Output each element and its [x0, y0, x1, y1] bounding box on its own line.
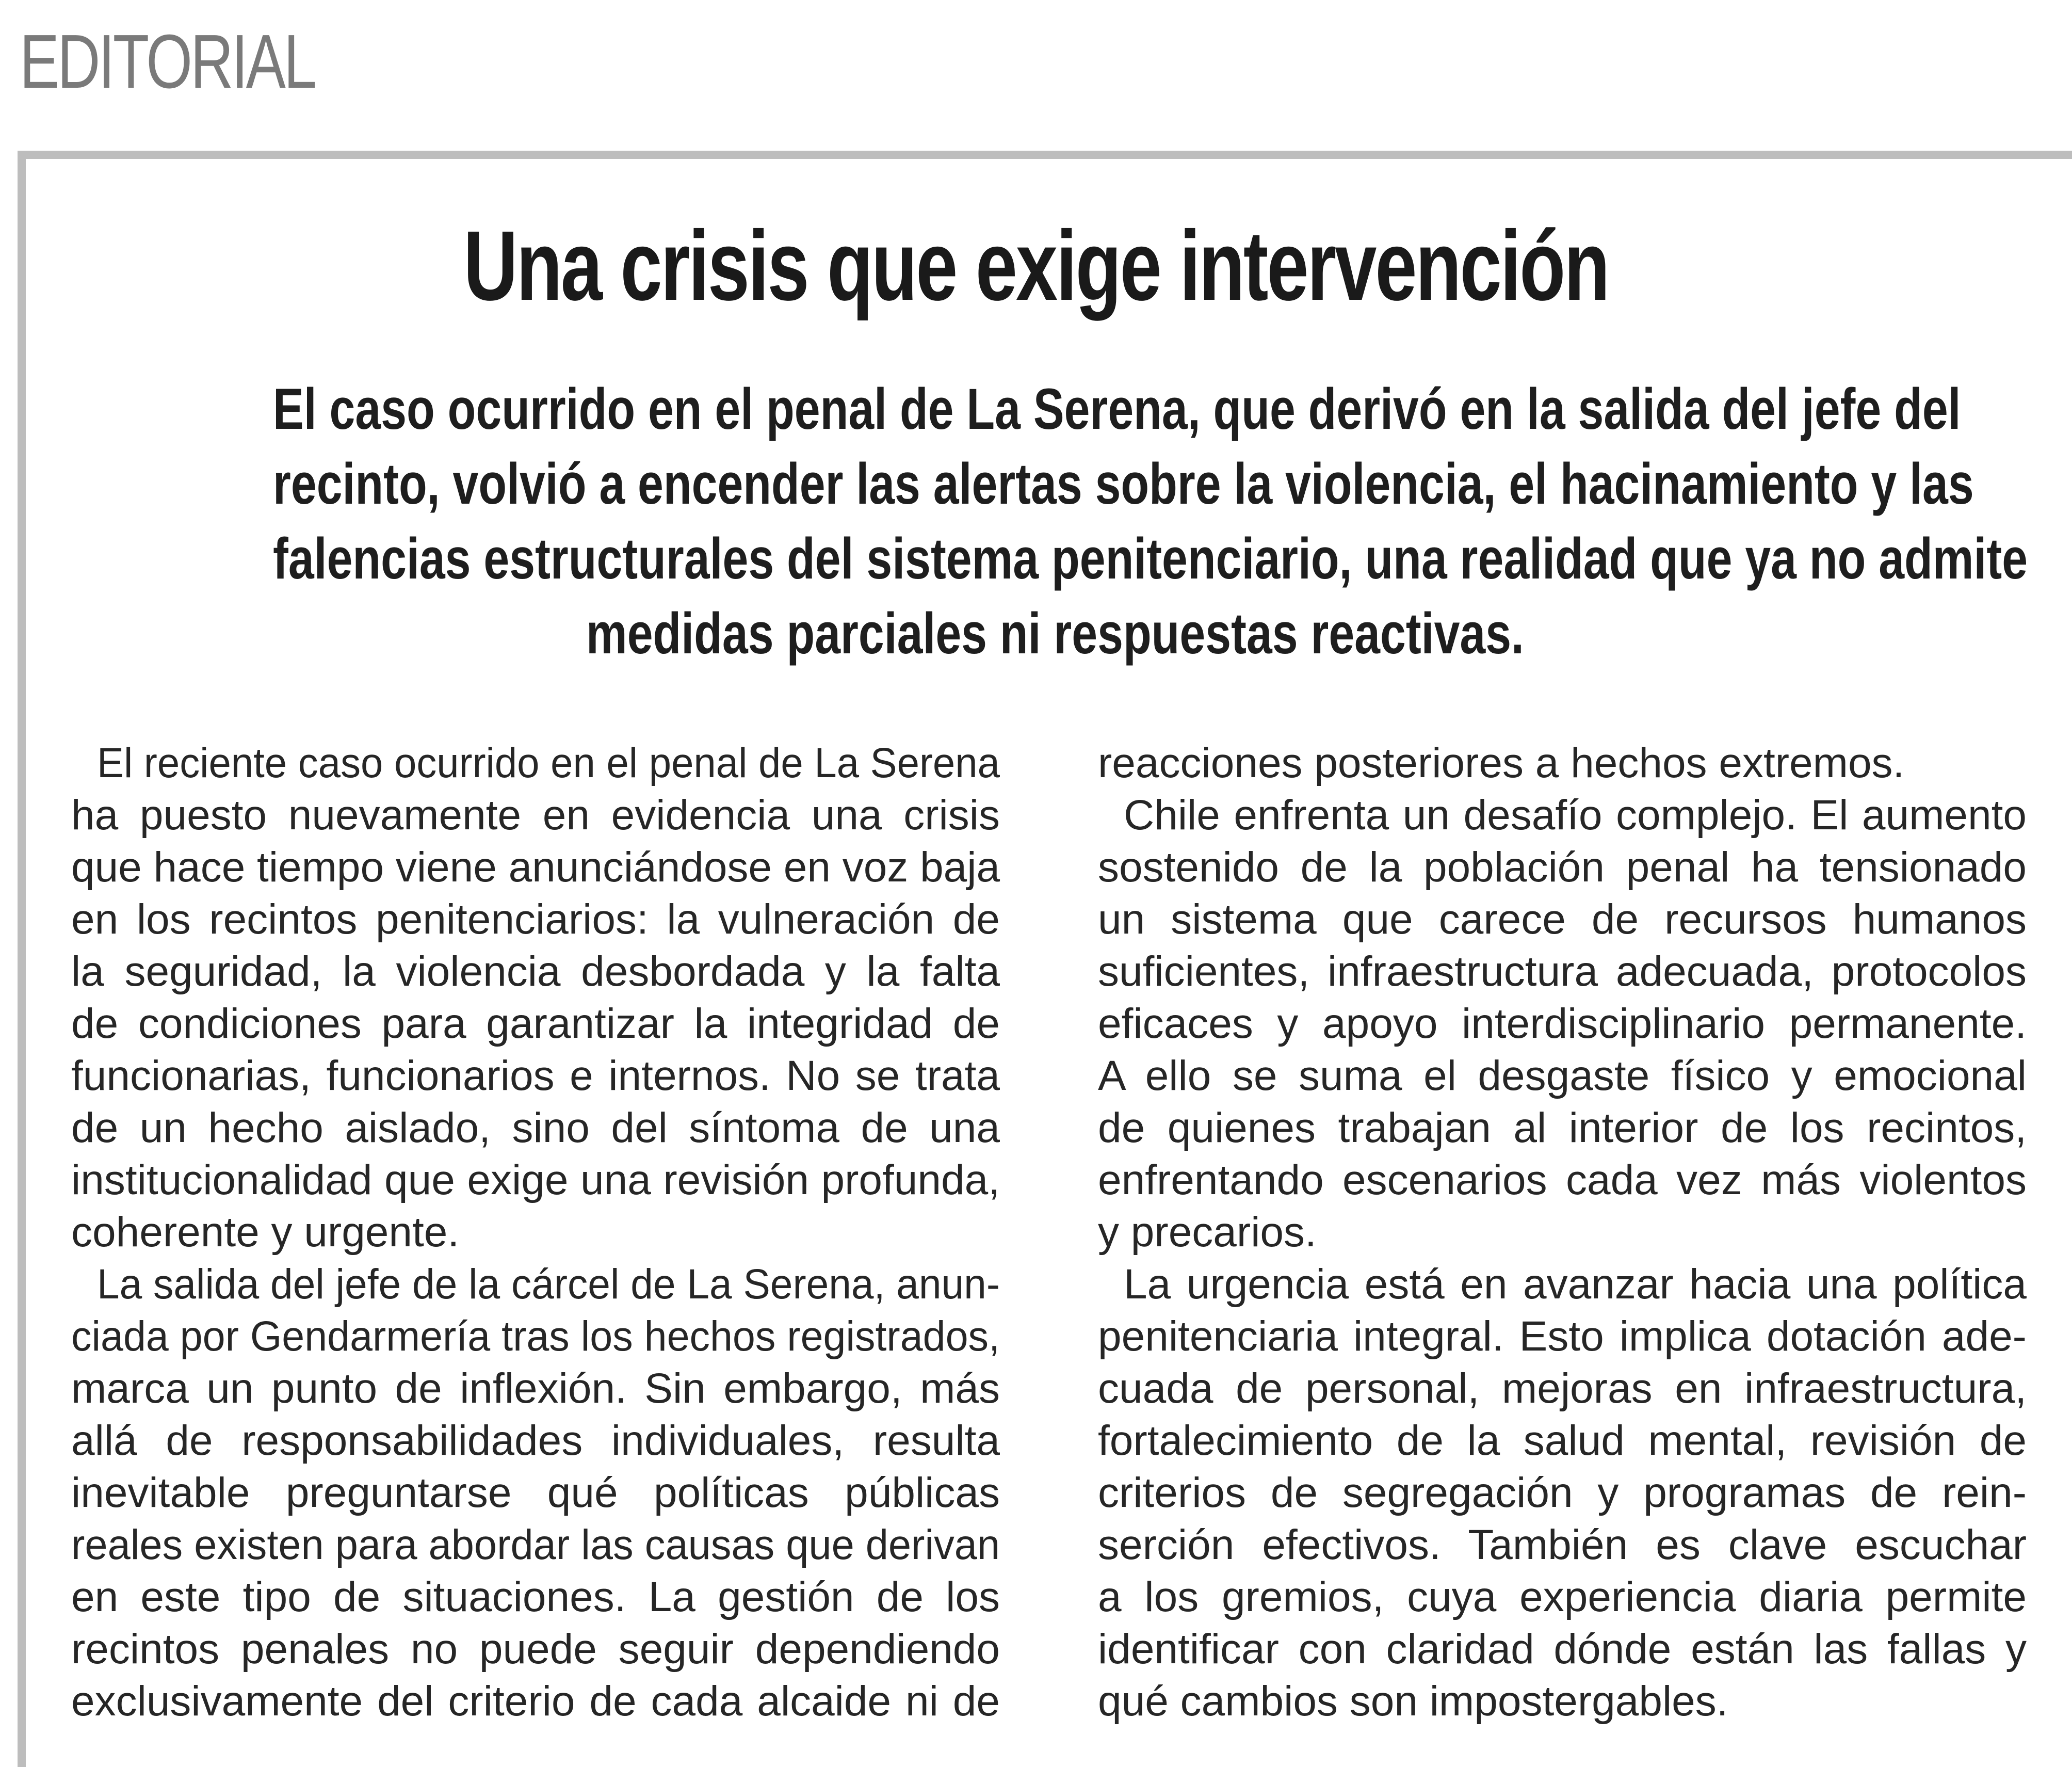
body-line: A ello se suma el desgaste físico y emocional	[1098, 1052, 2027, 1099]
body-line: serción efectivos. También es clave escuchar	[1098, 1521, 2027, 1568]
body-line: en los recintos penitenciarios: la vulneración de	[71, 896, 1000, 943]
body-line: de un hecho aislado, sino del síntoma de una	[71, 1104, 1000, 1151]
body-column-left	[71, 737, 1000, 1727]
body-line: exclusivamente del criterio de cada alcaide ni de	[71, 1678, 1000, 1725]
body-line: qué cambios son impostergables.	[1098, 1678, 1728, 1725]
deck-line: El caso ocurrido en el penal de La Serena, que derivó en la salida del jefe del	[273, 377, 1961, 441]
body-line: fortalecimiento de la salud mental, revisión de	[1098, 1417, 2027, 1464]
body-line-text: El reciente caso ocurrido en el penal de La Serena	[97, 740, 1000, 786]
body-line-text: que hace tiempo viene anunciándose en voz baja	[71, 844, 1000, 891]
deck-line: falencias estructurales del sistema penitenciario, una realidad que ya no admite	[273, 526, 2028, 591]
article-deck	[77, 372, 2033, 671]
body-line: eficaces y apoyo interdisciplinario permanente.	[1098, 1000, 2027, 1047]
body-line: penitenciaria integral. Esto implica dotación ade-	[1098, 1313, 2027, 1360]
article-title	[0, 206, 2072, 325]
body-line: a los gremios, cuya experiencia diaria permite	[1098, 1573, 2027, 1620]
deck-line: recinto, volvió a encender las alertas sobre la violencia, el hacinamiento y las	[273, 452, 1974, 516]
body-line-text: ciada por Gendarmería tras los hechos registrados,	[71, 1313, 1000, 1360]
body-line: enfrentando escenarios cada vez más violentos	[1098, 1156, 2027, 1203]
section-label: EDITORIAL	[20, 19, 315, 104]
body-line	[71, 737, 1000, 789]
body-line: Chile enfrenta un desafío complejo. El aumento	[1124, 792, 2027, 839]
body-line: la seguridad, la violencia desbordada y la falta	[71, 948, 1000, 995]
body-line-text: reales existen para abordar las causas que derivan	[71, 1521, 1000, 1568]
body-line	[71, 1258, 1000, 1310]
body-column-right	[1098, 737, 2027, 1727]
body-line: y precarios.	[1098, 1209, 1317, 1256]
body-line: sostenido de la población penal ha tensionado	[1098, 844, 2027, 891]
body-line: cuada de personal, mejoras en infraestructura,	[1098, 1365, 2027, 1412]
body-line: identificar con claridad dónde están las fallas y	[1098, 1626, 2027, 1673]
deck-line: medidas parciales ni respuestas reactivas.	[586, 601, 1524, 666]
body-line: allá de responsabilidades individuales, resulta	[71, 1417, 1000, 1464]
body-line: de condiciones para garantizar la integridad de	[71, 1000, 1000, 1047]
body-line	[71, 1519, 1000, 1571]
body-line: La urgencia está en avanzar hacia una política	[1124, 1261, 2027, 1308]
body-line: marca un punto de inflexión. Sin embargo, más	[71, 1365, 1000, 1412]
body-line: ha puesto nuevamente en evidencia una crisis	[71, 792, 1000, 839]
body-line: institucionalidad que exige una revisión profunda,	[71, 1156, 1000, 1203]
body-line: funcionarias, funcionarios e internos. No se trata	[71, 1052, 1000, 1099]
body-line: suficientes, infraestructura adecuada, protocolos	[1098, 948, 2027, 995]
body-line: en este tipo de situaciones. La gestión de los	[71, 1573, 1000, 1620]
body-line: de quienes trabajan al interior de los recintos,	[1098, 1104, 2027, 1151]
body-line	[71, 841, 1000, 893]
body-line: inevitable preguntarse qué políticas públicas	[71, 1469, 1000, 1516]
body-line: criterios de segregación y programas de rein-	[1098, 1469, 2027, 1516]
body-line-text: La salida del jefe de la cárcel de La Serena, anun-	[97, 1261, 1000, 1308]
body-line: un sistema que carece de recursos humanos	[1098, 896, 2027, 943]
body-line: recintos penales no puede seguir dependiendo	[71, 1626, 1000, 1673]
article-title-text: Una crisis que exige intervención	[463, 210, 1609, 321]
body-line: reacciones posteriores a hechos extremos.	[1098, 740, 1905, 786]
body-line: coherente y urgente.	[71, 1209, 460, 1256]
body-line	[71, 1310, 1000, 1362]
